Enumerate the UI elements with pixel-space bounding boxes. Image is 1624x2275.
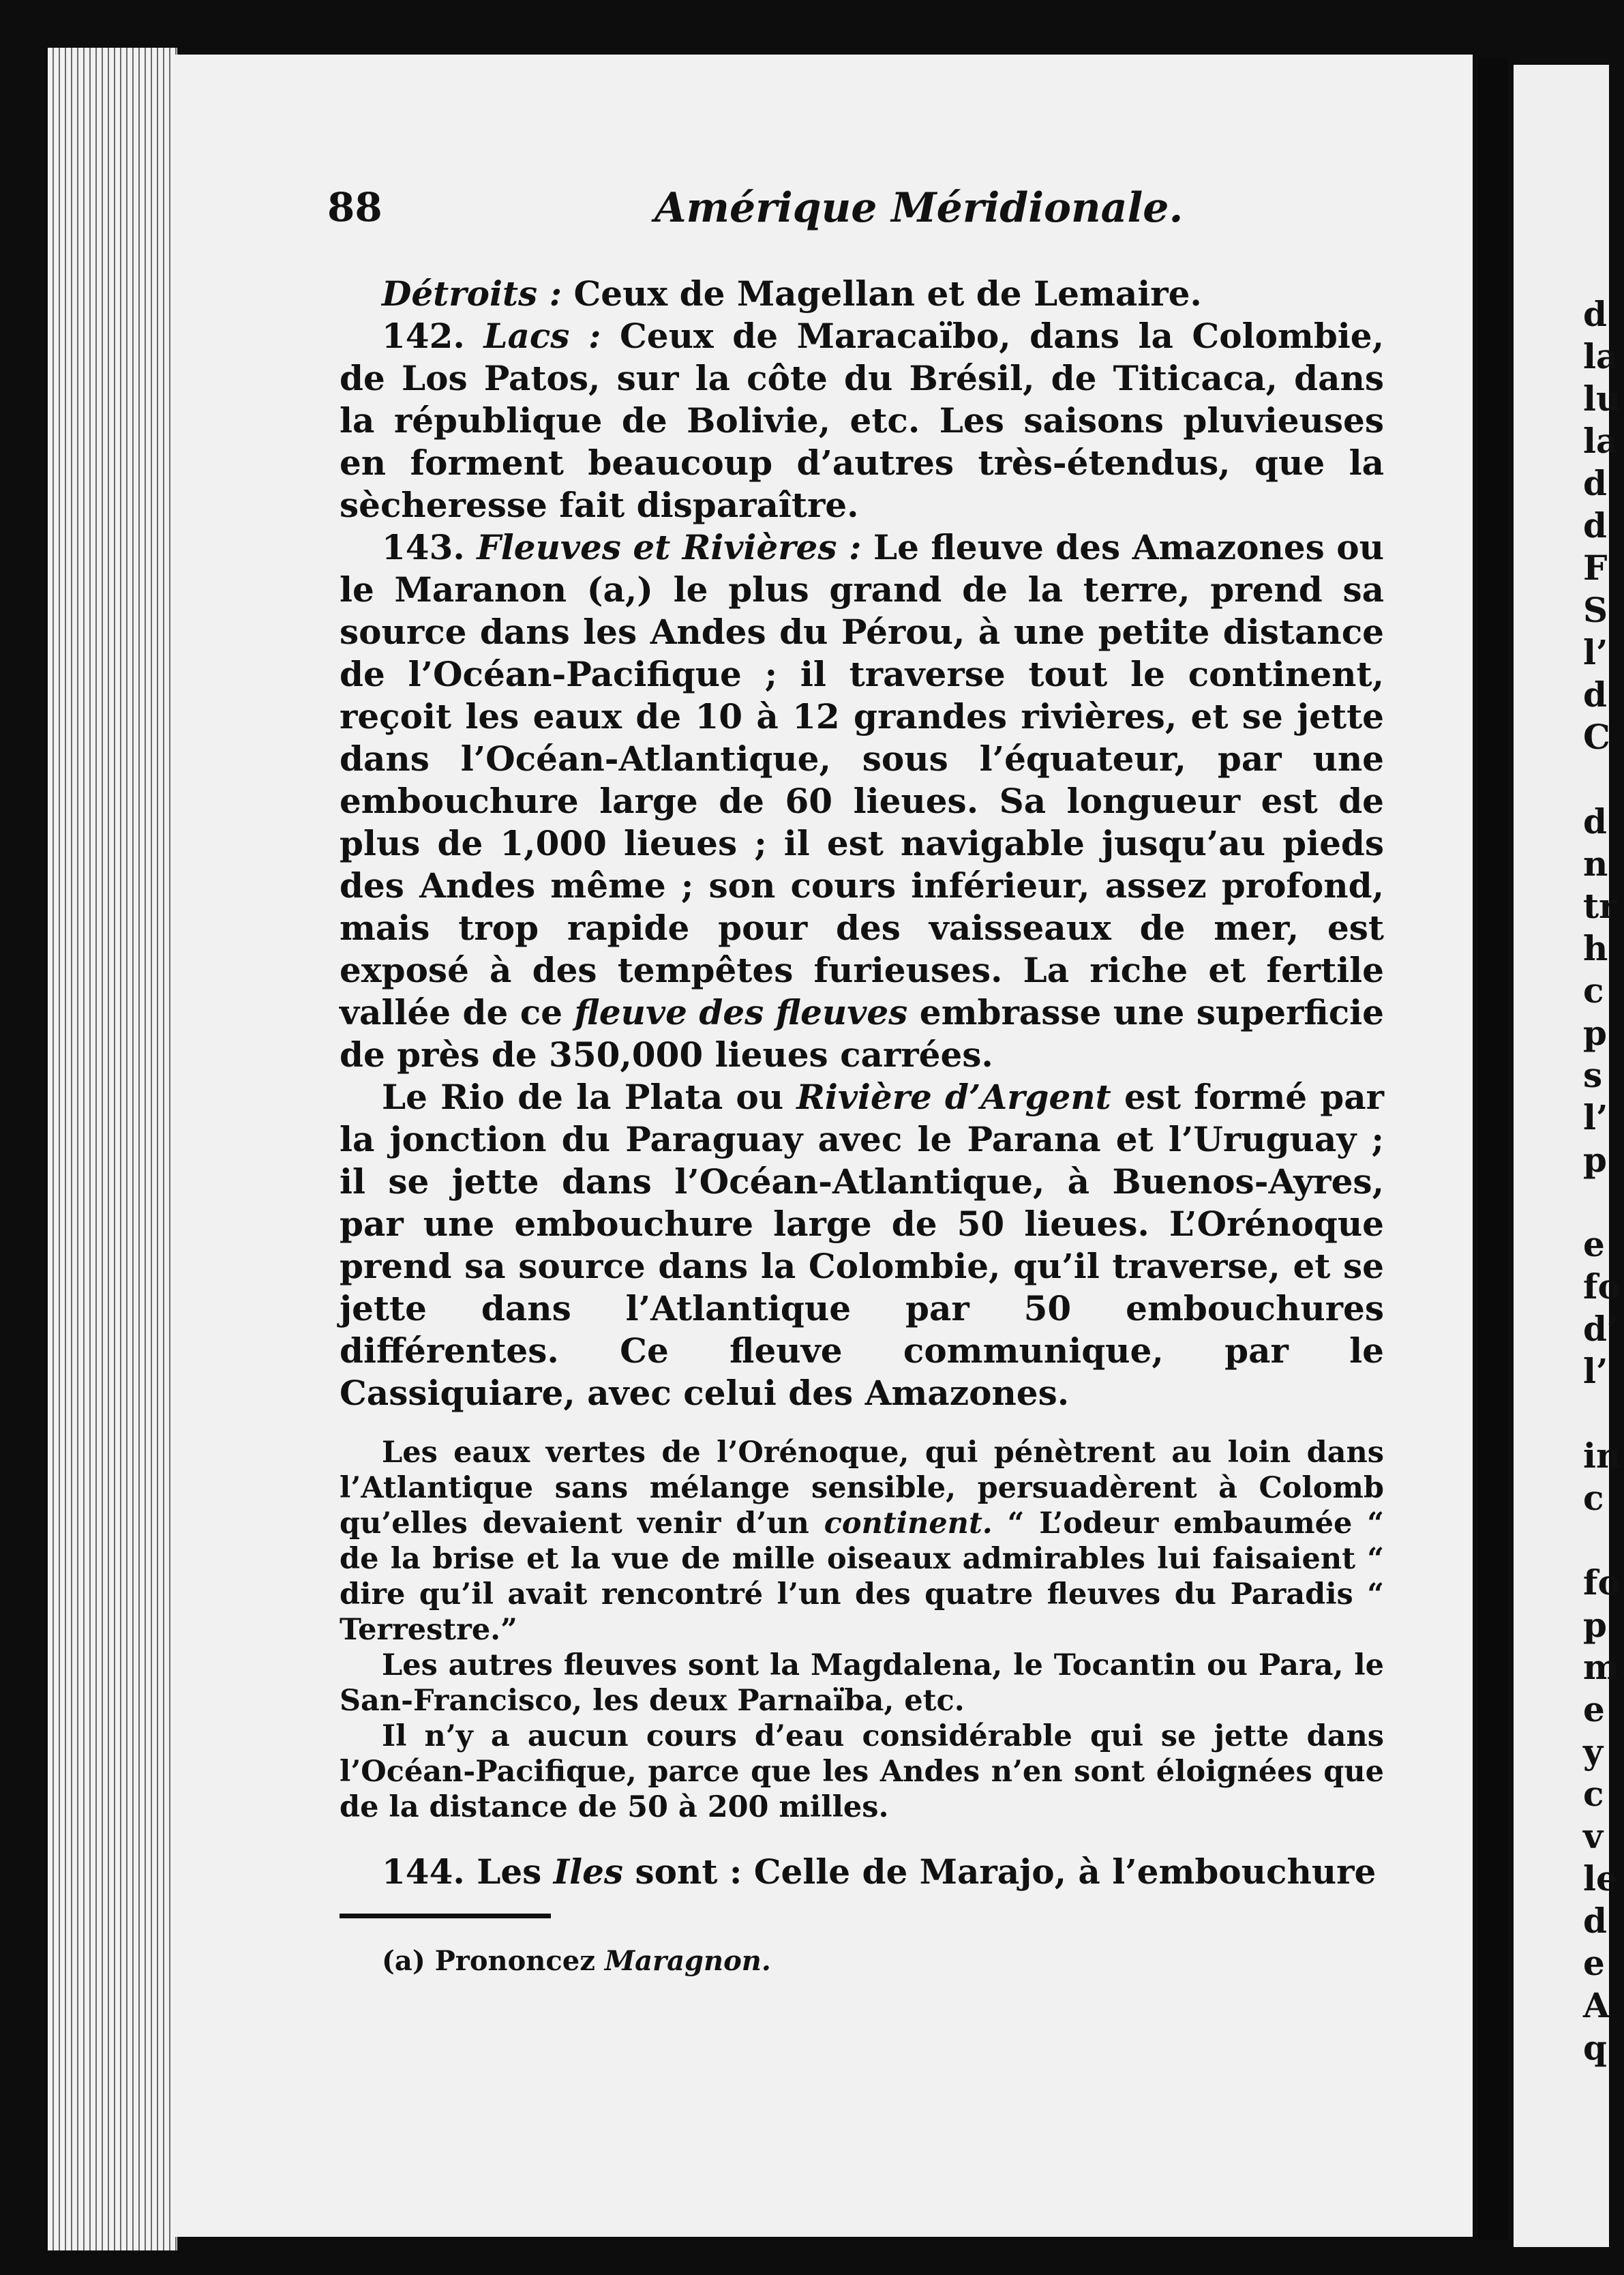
adjacent-page-line: h — [1583, 928, 1608, 968]
note-pacifique: Il n’y a aucun cours d’eau considérable qui se jette dans l’Océan-Pacifique, parce que les Andes n’en sont éloignées que de la distance de 50 à 200 milles. — [340, 1719, 1384, 1824]
adjacent-page-line: in — [1583, 1436, 1621, 1476]
paragraph-text: sont : Celle de Marajo, à l’embouchure — [623, 1852, 1377, 1892]
adjacent-page-line: n — [1583, 844, 1608, 884]
adjacent-page-line: lu — [1583, 378, 1621, 419]
italic-phrase: Maragnon. — [604, 1945, 771, 1977]
adjacent-page-line — [1583, 1181, 1624, 1223]
paragraph-142 — [340, 315, 1384, 526]
adjacent-page-line: S — [1583, 590, 1608, 630]
adjacent-page-line: p — [1583, 1605, 1607, 1645]
book-gutter — [1478, 58, 1508, 2240]
adjacent-page-line: p — [1583, 1013, 1607, 1053]
paragraph-text: Ceux de Maracaïbo, dans la Colombie, de Los Patos, sur la côte du Brésil, de Titicaca, dans la république de Bolivie, etc. Les saisons pluvieuses en forment beaucoup d’autres très-étendus, que la sècheresse fait disparaître. — [340, 316, 1384, 525]
adjacent-page-line: tr — [1583, 886, 1617, 926]
italic-phrase: continent. — [824, 1506, 993, 1541]
footnote — [340, 1944, 1384, 1978]
book-page-edges — [48, 48, 177, 2250]
italic-phrase: Rivière d’Argent — [796, 1077, 1111, 1117]
adjacent-page-text — [1583, 293, 1624, 2069]
adjacent-page-line: d — [1583, 505, 1607, 546]
note-autres-fleuves: Les autres fleuves sont la Magdalena, le Tocantin ou Para, le San-Francisco, les deux Parnaïba, etc. — [340, 1648, 1384, 1718]
adjacent-page-line: c — [1583, 1774, 1604, 1814]
note-text: Les eaux vertes de l’Orénoque, qui pénètrent au loin dans l’Atlantique sans mélange sensible, persuadèrent à Colomb qu’elles devaient venir d’un — [340, 1436, 1384, 1541]
adjacent-page-line: e — [1583, 1943, 1605, 1983]
note-orenoque — [340, 1435, 1384, 1648]
adjacent-page-line: A — [1583, 1985, 1610, 2025]
adjacent-page-line — [1583, 758, 1624, 801]
footnote-text: Prononcez — [425, 1945, 605, 1977]
adjacent-page-line: c — [1583, 970, 1604, 1011]
adjacent-page-line: la — [1583, 336, 1619, 376]
paragraph-text: Le fleuve des Amazones ou le Maranon (a,) le plus grand de la terre, prend sa source dans les Andes du Pérou, à une petite distance de l’Océan-Pacifique ; il traverse tout le continent, reçoit les eaux de 10 à 12 grandes rivières, et se jette dans l’Océan-Atlantique, sous l’équateur, par une embouchure large de 60 lieues. Sa longueur est de plus de 1,000 lieues ; il est navigable jusqu’au pieds des Andes même ; son cours inférieur, assez profond, mais trop rapide pour des vaisseaux de mer, est exposé à des tempêtes furieuses. La riche et fertile vallée de ce — [340, 527, 1384, 1032]
paragraph-text: Le Rio de la Plata ou — [382, 1077, 797, 1117]
paragraph-143 — [340, 526, 1384, 1076]
adjacent-page-line: C — [1583, 717, 1610, 757]
paragraph-number: 142. — [382, 316, 465, 356]
adjacent-page-line: F — [1583, 548, 1608, 588]
paragraph-rio-de-la-plata — [340, 1076, 1384, 1414]
detroits-text: Ceux de Magellan et de Lemaire. — [562, 273, 1202, 314]
paragraph-text: est formé par la jonction du Paraguay avec le Parana et l’Uruguay ; il se jette dans l’Océan-Atlantique, à Buenos-Ayres, par une embouchure large de 50 lieues. L’Orénoque prend sa source dans la Colombie, qu’il traverse, et se jette dans l’Atlantique par 50 embouchures différentes. Ce fleuve communique, par le Cassiquiare, avec celui des Amazones. — [340, 1077, 1384, 1413]
paragraph-144 — [340, 1851, 1384, 1893]
page-body — [340, 273, 1384, 1978]
adjacent-page-line: l’ — [1583, 1097, 1608, 1138]
page-header — [327, 184, 1391, 239]
adjacent-page-line: la — [1583, 421, 1619, 461]
adjacent-page-line: d — [1583, 801, 1607, 842]
adjacent-page-line: e — [1583, 1224, 1605, 1264]
adjacent-page-line: e — [1583, 1689, 1605, 1729]
paragraph-text: embrasse une superficie de près de 350,000 lieues carrées. — [340, 992, 1384, 1075]
adjacent-page-line: m — [1583, 1647, 1619, 1687]
note-text: “ L’odeur embaumée “ de la brise et la vue de mille oiseaux admirables lui faisaient “ dire qu’il avait rencontré l’un des quatre fleuves du Paradis “ Terrestre.” — [340, 1506, 1385, 1647]
page-number: 88 — [327, 184, 382, 231]
adjacent-page-line: v — [1583, 1816, 1604, 1856]
adjacent-page-line: c — [1583, 1478, 1604, 1518]
adjacent-page-line: d — [1583, 294, 1607, 334]
italic-phrase: fleuve des fleuves — [574, 992, 908, 1032]
footnote-rule — [340, 1914, 551, 1918]
adjacent-page-line: p — [1583, 1140, 1607, 1180]
detroits-label: Détroits : — [382, 273, 562, 314]
italic-phrase: Iles — [553, 1852, 624, 1892]
adjacent-page-line: l’ — [1583, 1351, 1608, 1391]
adjacent-page-line: d — [1583, 1901, 1607, 1941]
adjacent-page-line: y — [1583, 1731, 1604, 1772]
adjacent-page-line: d — [1583, 674, 1607, 715]
running-title: Amérique Méridionale. — [655, 184, 1184, 232]
footnote-marker: (a) — [382, 1945, 425, 1977]
adjacent-page-line: d’ — [1583, 1309, 1619, 1349]
adjacent-page-line: fo — [1583, 1562, 1621, 1603]
paragraph-number: 143. — [382, 527, 465, 567]
paragraph-number: 144. — [382, 1852, 465, 1892]
paragraph-text: Les — [464, 1852, 554, 1892]
fleuves-label: Fleuves et Rivières : — [477, 527, 862, 567]
adjacent-page-line: fo — [1583, 1266, 1621, 1307]
adjacent-page-line — [1583, 1393, 1624, 1435]
adjacent-page-line: l’ — [1583, 632, 1608, 672]
adjacent-page-line: d — [1583, 463, 1607, 503]
adjacent-page-line — [1583, 1519, 1624, 1562]
adjacent-page-line: q — [1583, 2027, 1607, 2068]
adjacent-page-line: s — [1583, 1055, 1603, 1095]
lacs-label: Lacs : — [483, 316, 601, 356]
paragraph-detroits — [340, 273, 1384, 315]
adjacent-page-line: le — [1583, 1858, 1618, 1899]
